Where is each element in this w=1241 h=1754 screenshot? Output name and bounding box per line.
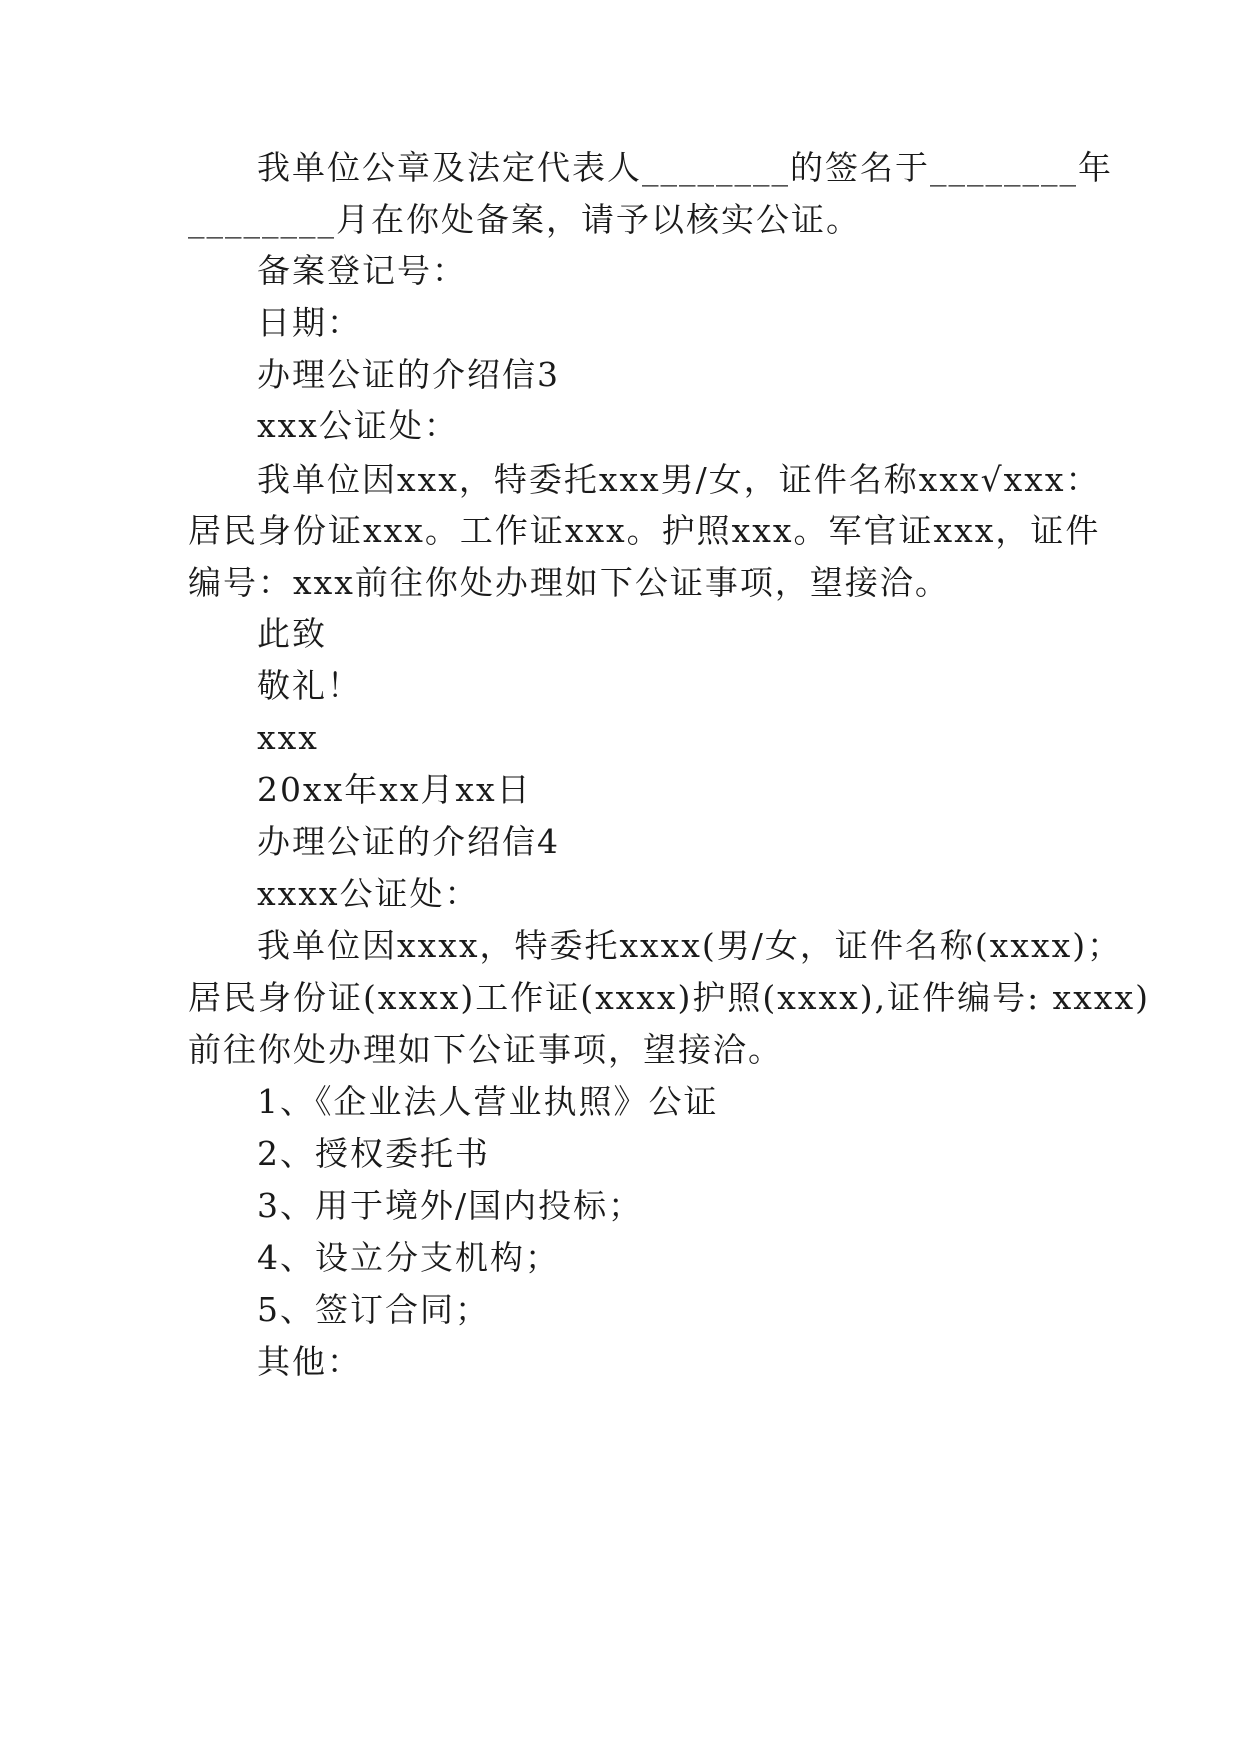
text-line: ________月在你处备案，请予以核实公证。 bbox=[188, 200, 861, 239]
list-item: 1、《企业法人营业执照》公证 bbox=[257, 1082, 719, 1121]
closing-line: 此致 bbox=[257, 614, 327, 653]
text-line: 我单位因xxx，特委托xxx男/女，证件名称xxx√xxx： bbox=[257, 460, 1101, 499]
section-heading: 办理公证的介绍信4 bbox=[257, 822, 560, 861]
recipient-line: xxx公证处： bbox=[257, 406, 459, 445]
list-item: 2、授权委托书 bbox=[257, 1134, 490, 1173]
date-line: 20xx年xx月xx日 bbox=[257, 770, 532, 809]
list-item: 3、用于境外/国内投标； bbox=[257, 1186, 644, 1225]
text-line: 备案登记号： bbox=[257, 251, 467, 290]
text-line: 我单位因xxxx，特委托xxxx(男/女，证件名称(xxxx)； bbox=[257, 926, 1123, 965]
signature-line: xxx bbox=[257, 718, 319, 757]
section-heading: 办理公证的介绍信3 bbox=[257, 355, 560, 394]
text-line: 居民身份证(xxxx)工作证(xxxx)护照(xxxx),证件编号: xxxx) bbox=[188, 978, 1150, 1017]
text-line: 居民身份证xxx。工作证xxx。护照xxx。军官证xxx，证件 bbox=[188, 511, 1101, 550]
text-line: 我单位公章及法定代表人________的签名于________年 bbox=[257, 148, 1113, 187]
list-item: 5、签订合同； bbox=[257, 1290, 490, 1329]
text-line: 编号：xxx前往你处办理如下公证事项，望接洽。 bbox=[188, 563, 950, 602]
text-line: 其他： bbox=[257, 1342, 362, 1381]
recipient-line: xxxx公证处： bbox=[257, 874, 480, 913]
list-item: 4、设立分支机构； bbox=[257, 1238, 560, 1277]
closing-line: 敬礼！ bbox=[257, 666, 362, 705]
text-line: 前往你处办理如下公证事项，望接洽。 bbox=[188, 1030, 783, 1069]
text-line: 日期： bbox=[257, 303, 362, 342]
